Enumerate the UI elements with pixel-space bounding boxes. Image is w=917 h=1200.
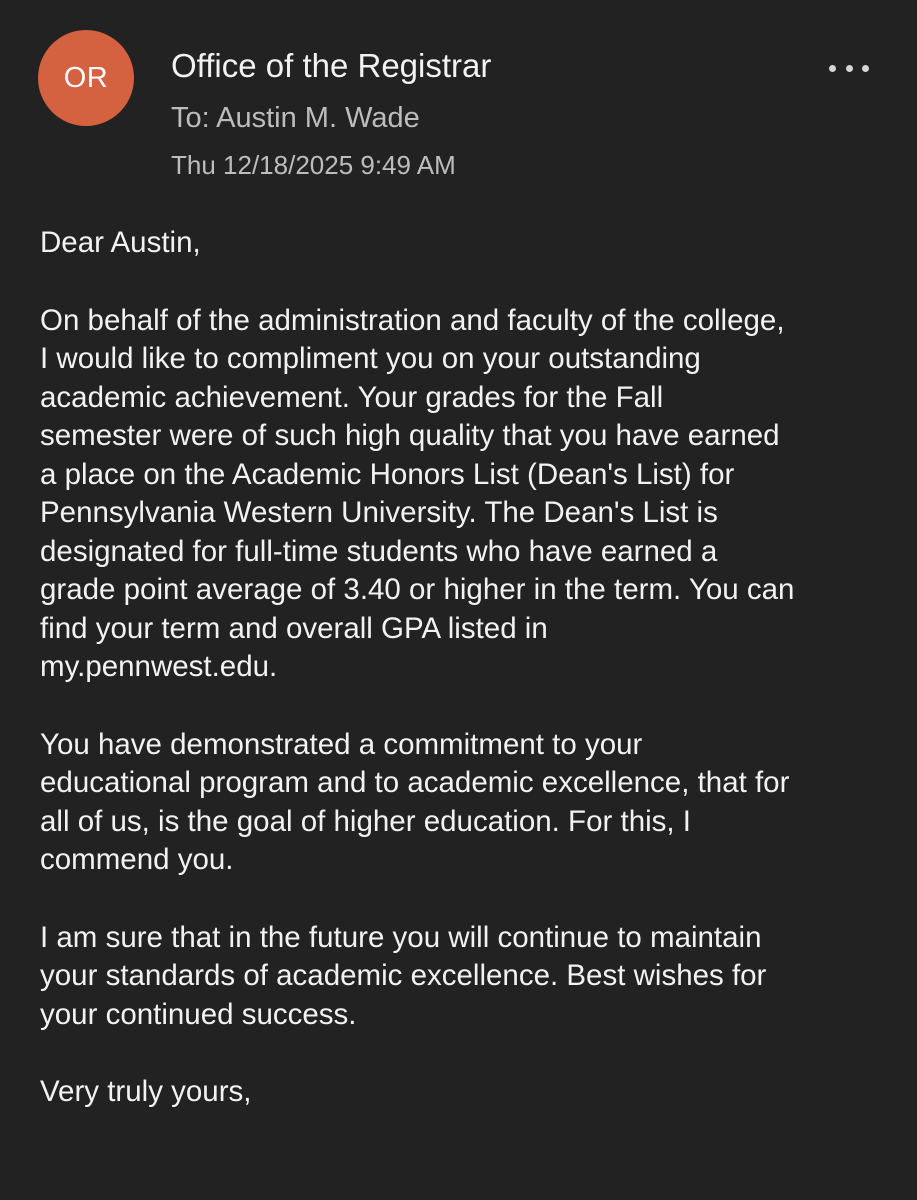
email-paragraph-2: You have demonstrated a commitment to your educational program and to academic excellence, that for all of us, is the goal of higher education. For this, I commend you.: [40, 727, 790, 876]
email-paragraph-1: On behalf of the administration and faculty of the college, I would like to compliment you on your outstanding academic achievement. Your grades for the Fall semester were of such high quality that you have earned a place on the Academic Honors List (Dean's List) for Pennsylvania Western University. The Dean's List is designated for full-time students who have earned a grade point average of 3.40 or higher in the term. You can find your term and overall GPA listed in my.pennwest.edu.: [40, 303, 795, 683]
email-body: [40, 224, 885, 1151]
email-paragraph-3: I am sure that in the future you will continue to maintain your standards of academic excellence. Best wishes for your continued success.: [40, 920, 767, 1031]
sender-name[interactable]: Office of the Registrar: [171, 47, 492, 84]
recipient-line[interactable]: To: Austin M. Wade: [171, 102, 420, 134]
email-closing: Very truly yours,: [40, 1075, 252, 1108]
more-horizontal-icon: [862, 65, 869, 72]
more-options-button[interactable]: [829, 56, 869, 80]
sender-avatar[interactable]: [38, 30, 134, 126]
more-horizontal-icon: [846, 65, 853, 72]
email-greeting: Dear Austin,: [40, 226, 201, 259]
email-timestamp: Thu 12/18/2025 9:49 AM: [171, 150, 456, 180]
more-horizontal-icon: [829, 65, 836, 72]
avatar-initials: OR: [63, 61, 109, 94]
